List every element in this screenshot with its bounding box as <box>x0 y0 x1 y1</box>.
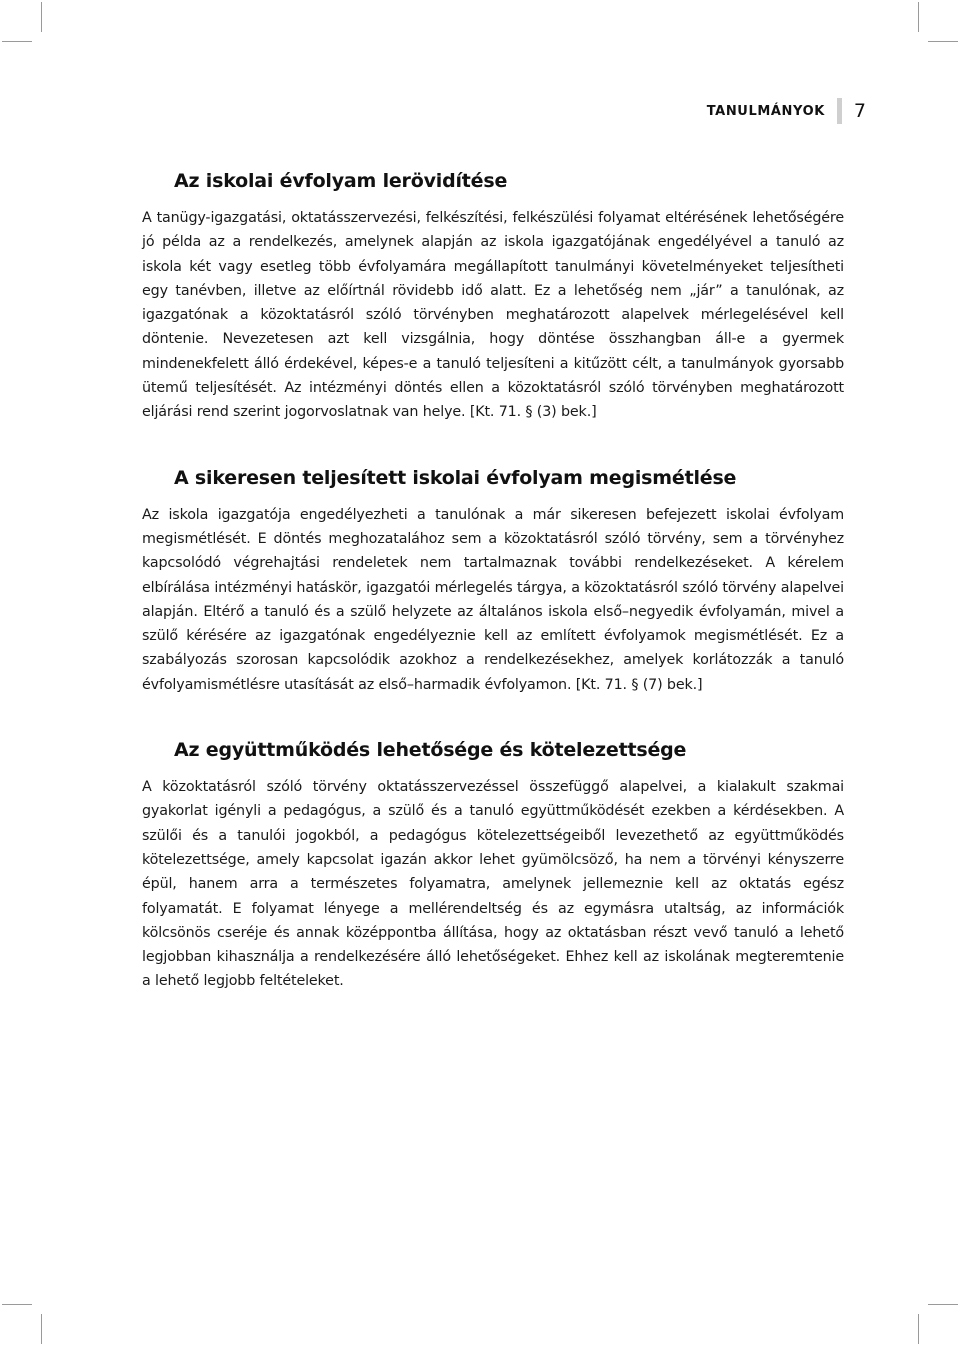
crop-mark-bottom-right <box>918 1314 919 1344</box>
page-number: 7 <box>853 100 866 122</box>
section-paragraph: A közoktatásról szóló törvény oktatásszervezéssel összefüggő alapelvei, a kialakult szakmai gyakorlat igényli a pedagógus, a szülő és a tanuló együttműködését ezekben a kérdésekben. A szülői és a tanulói jogokból, a pedagógus kötelezettségeiből levezethető az együttműködés kötelezettsége, amely kapcsolat igazán akkor lehet gyümölcsöző, ha nem a törvényi kényszerre épül, hanem arra a természetes folyamatra, amelynek jellemeznie kell az oktatás egész folyamatát. E folyamat lényege a mellérendeltség és az egymásra utaltság, az információk kölcsönös cseréje és annak középpontba állítása, hogy az oktatásban részt vevő tanuló a lehető legjobban kihasználja a rendelkezésére álló lehetőségeket. Ehhez kell az iskolának megteremtenie a lehető legjobb feltételeket. <box>142 779 844 990</box>
section-shortening <box>142 170 844 425</box>
crop-mark-bottom-left-h <box>2 1304 32 1305</box>
header-divider <box>837 98 842 124</box>
section-repetition <box>142 467 844 697</box>
crop-mark-top-right <box>918 2 919 32</box>
section-heading: A sikeresen teljesített iskolai évfolyam megismétlése <box>174 466 737 489</box>
crop-mark-top-right-h <box>928 41 958 42</box>
crop-mark-top-left-h <box>2 41 32 42</box>
running-header <box>707 98 866 124</box>
section-heading: Az iskolai évfolyam lerövidítése <box>174 170 508 192</box>
crop-mark-bottom-right-h <box>928 1304 958 1305</box>
section-heading: Az együttműködés lehetősége és kötelezettsége <box>174 739 687 762</box>
section-paragraph: A tanügy-igazgatási, oktatásszervezési, felkészítési, felkészülési folyamat eltérésének lehetőségére jó példa az a rendelkezés, amelynek alapján az iskola igazgatójának engedélyével a tanuló az iskola két vagy esetleg több évfolyamára megállapított tanulmányi követelményeket teljesítheti egy tanévben, illetve az előírtnál rövidebb idő alatt. Ez a lehetőség nem „jár” a tanulónak, az igazgatónak a közoktatásról szóló törvényben meghatározott alapelvek mérlegelésével kell döntenie. Nevezetesen azt kell vizsgálnia, hogy döntése összhangban áll-e a gyermek mindenekfelett álló érdekével, képes-e a tanuló teljesíteni a kitűzött célt, a tanulmányok gyorsabb ütemű teljesítését. Az intézményi döntés ellen a közoktatásról szóló törvényben meghatározott eljárási rend szerint jogorvoslatnak van helye. [Kt. 71. § (3) bek.] <box>142 210 844 421</box>
section-paragraph: Az iskola igazgatója engedélyezheti a tanulónak a már sikeresen befejezett iskolai évfolyam megismétlését. E döntés meghozatalához sem a közoktatásról szóló törvény, sem a törvényhez kapcsolódó végrehajtási rendeletek nem tartalmaznak további rendelkezéseket. A kérelem elbírálása intézményi hatáskör, igazgatói mérlegelés tárgya, a közoktatásról szóló törvény alapelvei alapján. Eltérő a tanuló és a szülő helyzete az általános iskola első–negyedik évfolyamán, mivel a szülő kérésére az igazgatónak engedélyeznie kell az említett évfolyamok megismétlését. Ez a szabályozás szorosan kapcsolódik azokhoz a rendelkezésekhez, amelyek korlátozzák a tanuló évfolyamismétlésre utasítását az első–harmadik évfolyamon. [Kt. 71. § (7) bek.] <box>142 506 844 693</box>
section-cooperation <box>142 739 844 994</box>
crop-mark-top-left <box>41 2 42 32</box>
section-label: TANULMÁNYOK <box>706 103 825 119</box>
article-body <box>142 170 844 1036</box>
crop-mark-bottom-left <box>41 1314 42 1344</box>
